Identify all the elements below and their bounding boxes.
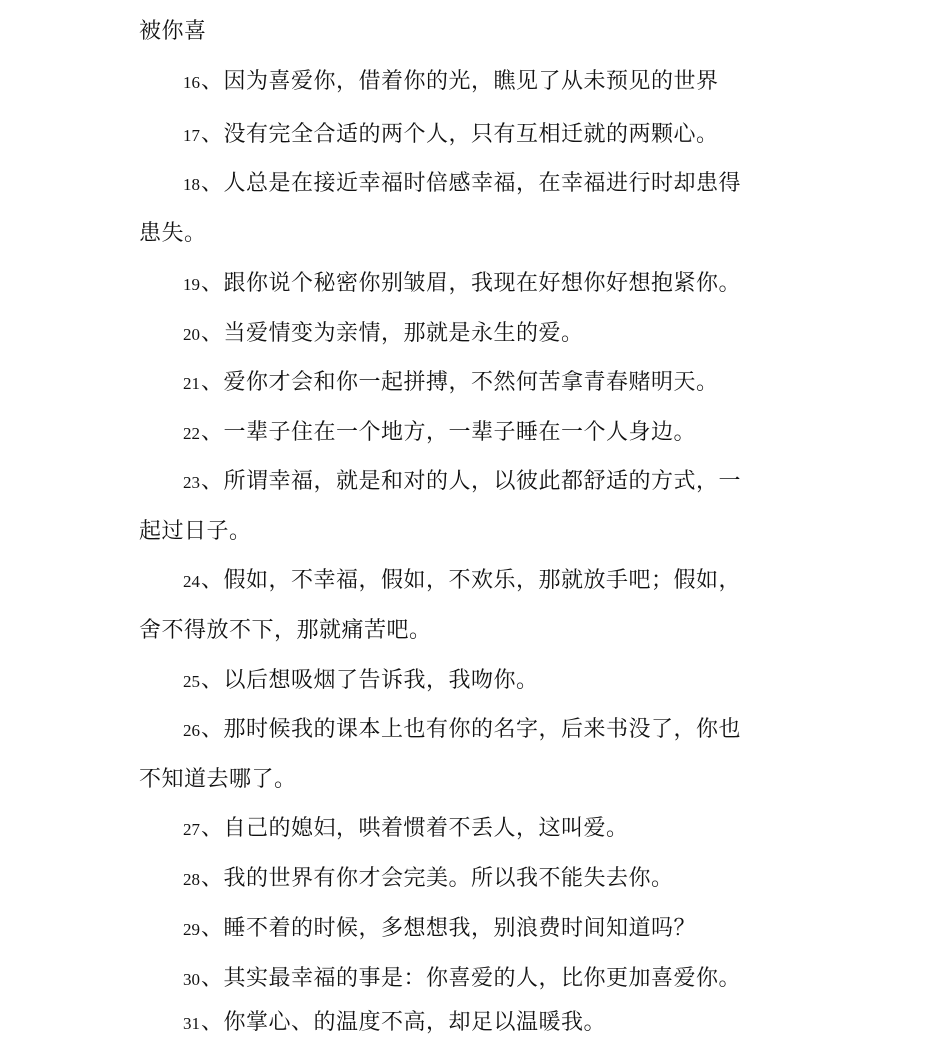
item-text: 、一辈子住在一个地方，一辈子睡在一个人身边。 (201, 420, 697, 445)
item-text: 、其实最幸福的事是：你喜爱的人，比你更加喜爱你。 (201, 966, 742, 991)
line-text: 起过日子。 (139, 519, 252, 544)
item-number: 20 (183, 325, 200, 344)
item-text: 、睡不着的时候，多想想我，别浪费时间知道吗？ (201, 916, 697, 941)
list-item-21 (183, 369, 863, 398)
line-text: 舍不得放不下，那就痛苦吧。 (139, 618, 432, 643)
list-item-29 (183, 915, 863, 944)
list-item-25 (183, 667, 863, 696)
line-text: 不知道去哪了。 (139, 767, 297, 792)
item-text: 、自己的媳妇，哄着惯着不丢人，这叫爱。 (201, 816, 629, 841)
item-number: 27 (183, 820, 200, 839)
line-continuation (139, 220, 819, 248)
item-number: 17 (183, 126, 200, 145)
list-item-16 (183, 68, 863, 97)
item-text: 、以后想吸烟了告诉我，我吻你。 (201, 668, 539, 693)
line-continuation (139, 617, 819, 645)
item-text: 、假如，不幸福，假如，不欢乐，那就放手吧；假如， (201, 568, 742, 593)
item-number: 30 (183, 970, 200, 989)
item-number: 16 (183, 73, 200, 92)
list-item-30 (183, 965, 863, 994)
item-text: 、我的世界有你才会完美。所以我不能失去你。 (201, 866, 674, 891)
list-item-27 (183, 815, 863, 844)
item-text: 、人总是在接近幸福时倍感幸福，在幸福进行时却患得 (201, 171, 742, 196)
item-number: 22 (183, 424, 200, 443)
line-text: 患失。 (139, 221, 207, 246)
line-continuation (139, 766, 819, 794)
item-number: 26 (183, 721, 200, 740)
item-text: 、因为喜爱你，借着你的光，瞧见了从未预见的世界 (201, 69, 719, 94)
list-item-24 (183, 567, 863, 596)
item-text: 、爱你才会和你一起拼搏，不然何苦拿青春赌明天。 (201, 370, 719, 395)
item-number: 18 (183, 175, 200, 194)
list-item-26 (183, 716, 863, 745)
item-number: 29 (183, 920, 200, 939)
line-continuation (139, 518, 819, 546)
item-number: 24 (183, 572, 200, 591)
list-item-28 (183, 865, 863, 894)
item-text: 、跟你说个秘密你别皱眉，我现在好想你好想抱紧你。 (201, 271, 742, 296)
line-continuation (139, 18, 819, 46)
item-text: 、没有完全合适的两个人，只有互相迁就的两颗心。 (201, 122, 719, 147)
list-item-31 (183, 1009, 863, 1038)
item-text: 、所谓幸福，就是和对的人，以彼此都舒适的方式，一 (201, 469, 742, 494)
item-number: 19 (183, 275, 200, 294)
list-item-17 (183, 121, 863, 150)
item-text: 、当爱情变为亲情，那就是永生的爱。 (201, 321, 584, 346)
item-number: 31 (183, 1014, 200, 1033)
item-number: 21 (183, 374, 200, 393)
list-item-19 (183, 270, 863, 299)
line-text: 被你喜 (139, 19, 207, 44)
list-item-23 (183, 468, 863, 497)
list-item-18 (183, 170, 863, 199)
item-number: 28 (183, 870, 200, 889)
list-item-22 (183, 419, 863, 448)
item-text: 、那时候我的课本上也有你的名字，后来书没了，你也 (201, 717, 742, 742)
item-text: 、你掌心、的温度不高，却足以温暖我。 (201, 1010, 607, 1035)
list-item-20 (183, 320, 863, 349)
item-number: 23 (183, 473, 200, 492)
item-number: 25 (183, 672, 200, 691)
